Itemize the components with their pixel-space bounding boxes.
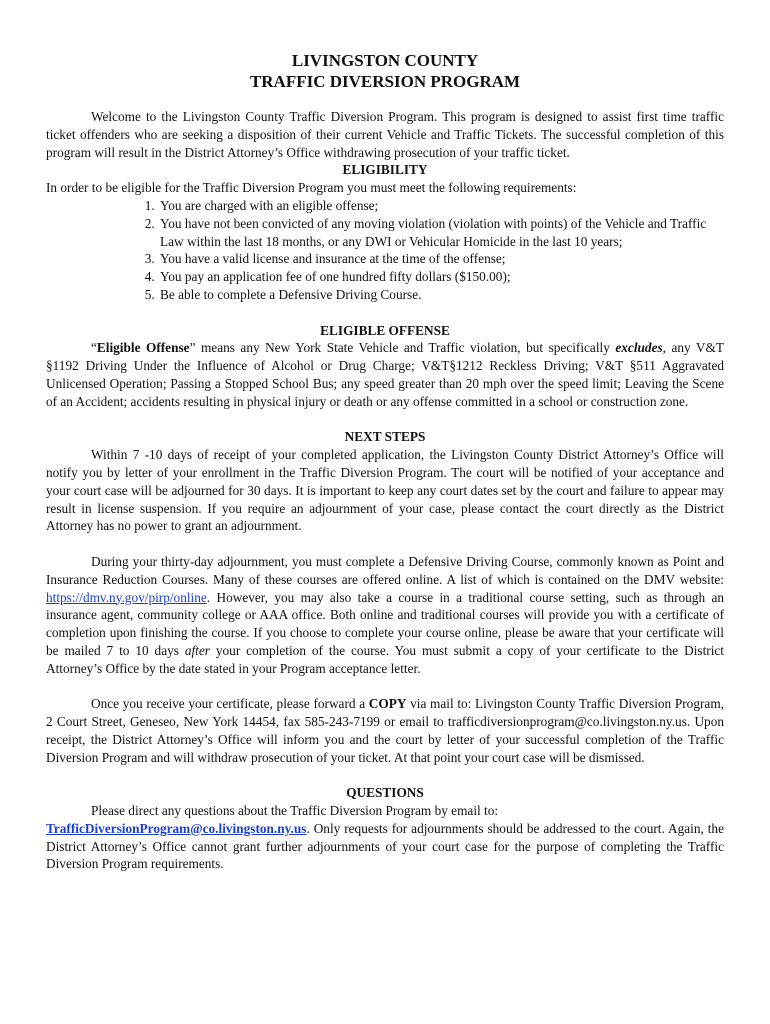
eligibility-item: 4. You pay an application fee of one hundred fifty dollars ($150.00); <box>158 268 724 286</box>
next-steps-paragraph-3: Once you receive your certificate, please forward a COPY via mail to: Livingston County Traffic Diversion Program, 2 Court Street, Geneseo, New York 14454, fax 585-243-7199 or email to trafficdiversionprogram@co.livingston.ny.us. Upon receipt, the District Attorney’s Office will inform you and the court by letter of your successful completion of the Traffic Diversion Program and will withdraw prosecution of your ticket. At that point your court case will be dismissed. <box>46 696 724 765</box>
excludes-emphasis: excludes <box>615 340 663 356</box>
next-steps-paragraph-2: During your thirty-day adjournment, you must complete a Defensive Driving Course, commonly known as Point and Insurance Reduction Courses. Many of these courses are offered online. A list of which is contained on the DMV website: https://dmv.ny.gov/pirp/online. However, you may also take a course in a traditional course setting, such as through an insurance agent, community college or AAA office. Both online and traditional courses will provide you with a certificate of completion upon finishing the course. If you choose to complete your course online, please be aware that your certificate will be mailed 7 to 10 days after your completion of the course. You must submit a copy of your certificate to the District Attorney’s Office by the date stated in your Program acceptance letter. <box>46 553 724 676</box>
title-line-1: LIVINGSTON COUNTY <box>291 51 479 70</box>
email-link[interactable]: TrafficDiversionProgram@co.livingston.ny.us <box>46 820 307 836</box>
next-steps-paragraph-1: Within 7 -10 days of receipt of your completed application, the Livingston County District Attorney’s Office will notify you by letter of your enrollment in the Traffic Diversion Program. The court will be notified of your acceptance and your court case will be adjourned for 30 days. It is important to keep any court dates set by the court and failure to appear may result in license suspension. If you require an adjournment of your case, please contact the court directly as the District Attorney has no power to grant an adjournment. <box>46 447 724 534</box>
intro-paragraph: Welcome to the Livingston County Traffic Diversion Program. This program is designed to assist first time traffic ticket offenders who are seeking a disposition of their current Vehicle and Traffic Tickets. The successful completion of this program will result in the District Attorney’s Office withdrawing prosecution of your traffic ticket. <box>46 109 724 160</box>
eligibility-heading: ELIGIBILITY <box>342 162 428 178</box>
questions-lead: Please direct any questions about the Traffic Diversion Program by email to: <box>91 803 499 819</box>
eligible-offense-term: Eligible Offense <box>96 340 190 356</box>
eligible-offense-paragraph: “Eligible Offense” means any New York State Vehicle and Traffic violation, but specifically excludes, any V&T §1192 Driving Under the Influence of Alcohol or Drug Charge; V&T§1212 Reckless Driving; V&T §511 Aggravated Unlicensed Operation; Passing a Stopped School Bus; any speed greater than 20 mph over the speed limit; Leaving the Scene of an Accident; accidents resulting in physical injury or death or any offense committed in a school or construction zone. <box>46 340 724 409</box>
eligibility-list <box>46 197 724 304</box>
after-emphasis: after <box>184 642 210 658</box>
eligibility-item: 2. You have not been convicted of any moving violation (violation with points) of the Vehicle and Traffic Law within the last 18 months, or any DWI or Vehicular Homicide in the last 10 years; <box>158 215 724 251</box>
eligibility-item: 1. You are charged with an eligible offense; <box>158 197 724 215</box>
eligibility-item: 3. You have a valid license and insurance at the time of the offense; <box>158 250 724 268</box>
eligible-offense-heading: ELIGIBLE OFFENSE <box>320 322 450 338</box>
eligibility-lead: In order to be eligible for the Traffic Diversion Program you must meet the following requirements: <box>46 180 577 196</box>
dmv-link[interactable]: https://dmv.ny.gov/pirp/online <box>46 589 207 605</box>
copy-emphasis: COPY <box>368 696 407 712</box>
eligibility-item: 5. Be able to complete a Defensive Driving Course. <box>158 286 724 304</box>
questions-heading: QUESTIONS <box>346 785 424 801</box>
next-steps-heading: NEXT STEPS <box>344 429 426 445</box>
questions-paragraph: TrafficDiversionProgram@co.livingston.ny.us. Only requests for adjournments should be addressed to the court. Again, the District Attorney’s Office cannot grant further adjournments of your court case for the purpose of completing the Traffic Diversion Program requirements. <box>46 820 724 872</box>
document-title <box>46 50 724 92</box>
title-line-2: TRAFFIC DIVERSION PROGRAM <box>249 72 521 91</box>
